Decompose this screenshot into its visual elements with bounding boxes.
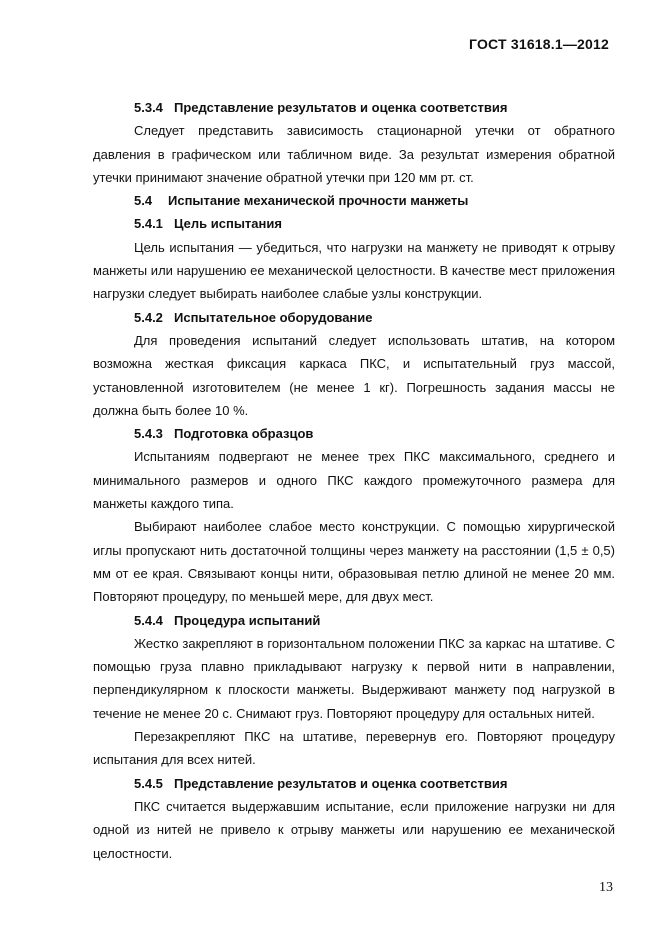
paragraph: Следует представить зависимость стационарной утечки от обратного давления в графическом или табличном виде. За результат измерения обратной утечки принимают значение обратной утечки при 120 мм рт. ст. [93,123,615,185]
paragraph: ПКС считается выдержавшим испытание, если приложение нагрузки ни для одной из нитей не привело к отрыву манжеты или нарушению ее механической целостности. [93,798,615,861]
section-heading [93,189,615,212]
section-heading [93,212,615,235]
section-title: Испытательное оборудование [174,309,373,325]
section-number: 5.4.3 [134,426,163,442]
paragraph: Выбирают наиболее слабое место конструкции. С помощью хирургической иглы пропускают нить достаточной толщины через манжету на расстоянии (1,5 ± 0,5) мм от ее края. Связывают концы нити, образовывая петлю длиной не менее 20 мм. Повторяют процедуру, по меньшей мере, для двух мест. [93,519,615,605]
paragraph: Цель испытания — убедиться, что нагрузки на манжету не приводят к отрыву манжеты или нарушению ее механической целостности. В качестве мест приложения нагрузки следует выбирать наиболее слабые узлы конструкции. [93,239,615,302]
page-number: 13 [599,880,613,895]
section-number: 5.4.1 [134,216,163,232]
section-title: Процедура испытаний [174,612,321,628]
paragraph: Перезакрепляют ПКС на штативе, перевернув его. Повторяют процедуру испытания для всех нитей. [93,729,615,768]
page-header: ГОСТ 31618.1—2012 [469,36,609,52]
section-number: 5.4 [134,193,153,209]
section-heading [93,772,615,795]
section-heading [93,422,615,445]
section-number: 5.3.4 [134,100,163,115]
section-heading [93,306,615,329]
section-title: Представление результатов и оценка соответствия [174,100,508,115]
document-body [93,96,615,865]
section-number: 5.4.4 [134,612,163,628]
section-heading [93,609,615,632]
section-title: Цель испытания [174,216,282,232]
section-title: Представление результатов и оценка соответствия [174,775,508,791]
section-number: 5.4.2 [134,309,163,325]
section-heading [93,96,615,119]
section-number: 5.4.5 [134,775,163,791]
section-title: Испытание механической прочности манжеты [168,193,469,209]
paragraph: Жестко закрепляют в горизонтальном положении ПКС за каркас на штативе. С помощью груза плавно прикладывают нагрузку к первой нити в направлении, перпендикулярном к плоскости манжеты. Выдерживают манжету под нагрузкой в течение не менее 20 с. Снимают груз. Повторяют процедуру для остальных нитей. [93,635,615,721]
paragraph: Испытаниям подвергают не менее трех ПКС максимального, среднего и минимального размеров и одного ПКС каждого промежуточного размера для манжеты каждого типа. [93,449,615,512]
paragraph: Для проведения испытаний следует использовать штатив, на котором возможна жесткая фиксация каркаса ПКС, и испытательный груз массой, установленной изготовителем (не менее 1 кг). Погрешность задания массы не должна быть более 10 %. [93,332,615,418]
section-title: Подготовка образцов [174,426,314,442]
